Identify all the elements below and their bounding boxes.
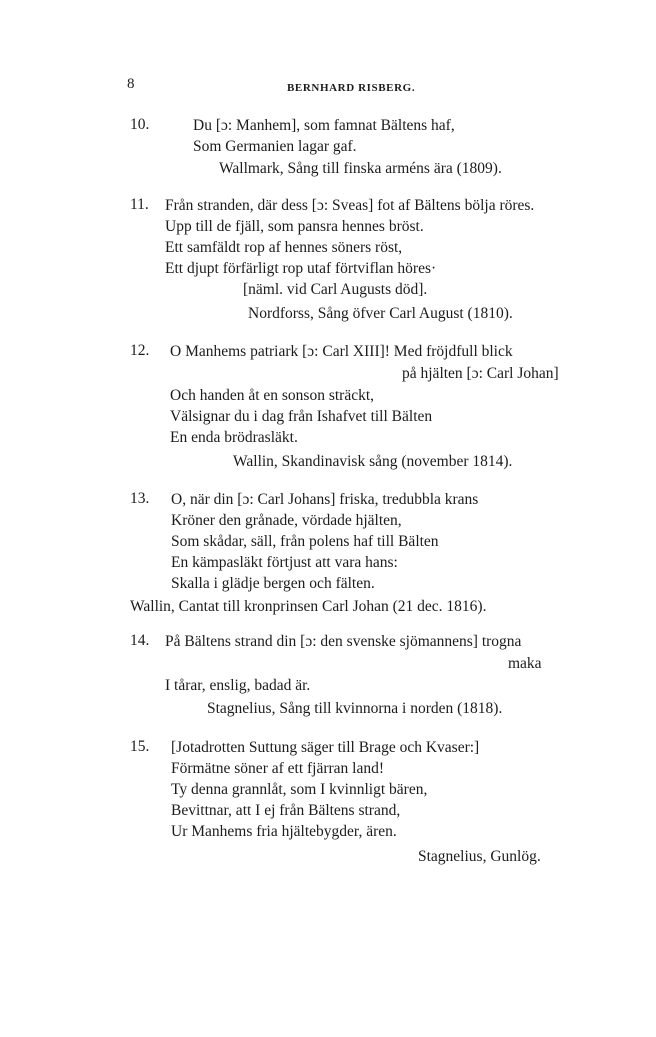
- source-citation: Wallin, Skandinavisk sång (november 1814).: [233, 453, 513, 470]
- verse-note: [näml. vid Carl Augusts död].: [243, 281, 428, 298]
- source-citation: Wallmark, Sång till finska arméns ära (1809).: [219, 160, 502, 177]
- verse-line: Förmätne söner af ett fjärran land!: [171, 760, 385, 777]
- verse-line: maka: [508, 655, 542, 672]
- source-citation: Stagnelius, Sång till kvinnorna i norden (1818).: [207, 700, 503, 717]
- page-number: 8: [127, 76, 135, 92]
- entry-number: 13.: [130, 490, 150, 507]
- verse-line: Upp till de fjäll, som pansra hennes bröst.: [165, 218, 424, 235]
- verse-line: Ty denna grannlåt, som I kvinnligt bären,: [171, 781, 428, 798]
- entry-number: 12.: [130, 342, 150, 359]
- verse-line: Kröner den grånade, vördade hjälten,: [171, 512, 402, 529]
- verse-line: Ett samfäldt rop af hennes söners röst,: [165, 239, 403, 256]
- source-citation: Nordforss, Sång öfver Carl August (1810).: [248, 305, 513, 322]
- verse-line: Du [ɔ: Manhem], som famnat Bältens haf,: [193, 117, 455, 134]
- entry-number: 15.: [130, 738, 150, 755]
- verse-line: I tårar, enslig, badad är.: [165, 677, 311, 694]
- entry-number: 10.: [130, 116, 150, 133]
- source-citation: Wallin, Cantat till kronprinsen Carl Johan (21 dec. 1816).: [130, 598, 487, 615]
- verse-line: En enda brödrasläkt.: [170, 429, 298, 446]
- entry-number: 14.: [130, 632, 150, 649]
- verse-line: Ett djupt förfärligt rop utaf förtviflan höres·: [165, 260, 437, 277]
- verse-line: O Manhems patriark [ɔ: Carl XIII]! Med fröjdfull blick: [170, 343, 513, 360]
- verse-line: Ur Manhems fria hjältebygder, ären.: [171, 823, 397, 840]
- verse-line: Som skådar, säll, från polens haf till Bälten: [171, 533, 439, 550]
- verse-line: På Bältens strand din [ɔ: den svenske sjömannens] trogna: [165, 633, 522, 650]
- verse-line: Välsignar du i dag från Ishafvet till Bälten: [170, 408, 433, 425]
- verse-line: [Jotadrotten Suttung säger till Brage och Kvaser:]: [171, 739, 480, 756]
- running-title: BERNHARD RISBERG.: [287, 82, 416, 94]
- verse-line: Från stranden, där dess [ɔ: Sveas] fot af Bältens bölja röres.: [165, 197, 535, 214]
- verse-line: O, när din [ɔ: Carl Johans] friska, tredubbla krans: [171, 491, 479, 508]
- verse-line: En kämpasläkt förtjust att vara hans:: [171, 554, 398, 571]
- verse-line: Som Germanien lagar gaf.: [193, 138, 357, 155]
- verse-line: Bevittnar, att I ej från Bältens strand,: [171, 802, 401, 819]
- verse-line: Skalla i glädje bergen och fälten.: [171, 575, 375, 592]
- verse-line: på hjälten [ɔ: Carl Johan]: [402, 365, 559, 382]
- verse-line: Och handen åt en sonson sträckt,: [170, 387, 375, 404]
- entry-number: 11.: [130, 196, 149, 213]
- source-citation: Stagnelius, Gunlög.: [418, 848, 541, 865]
